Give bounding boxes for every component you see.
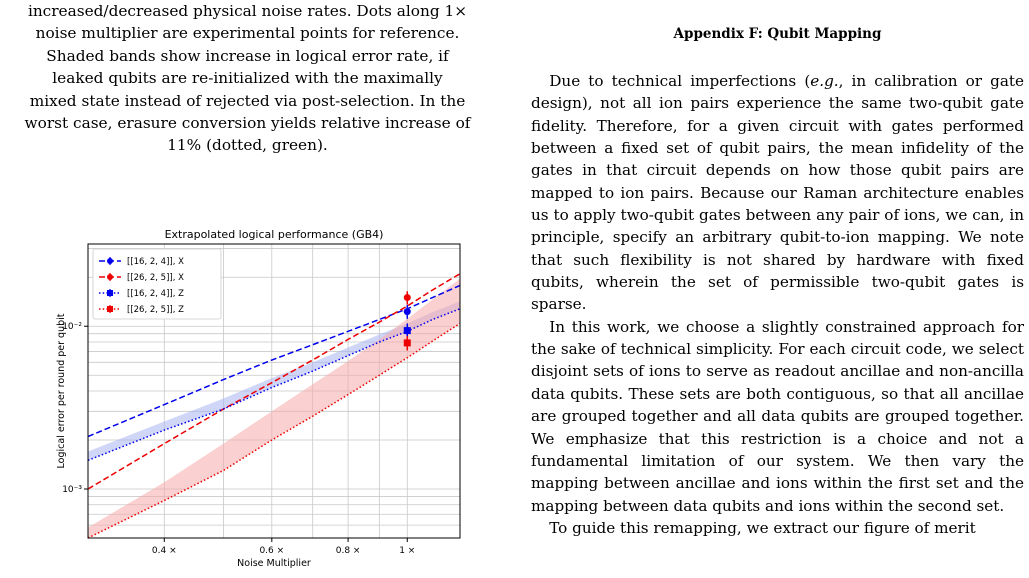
caption-line: noise multiplier are experimental points for reference. [35,24,460,43]
caption-line: increased/decreased physical noise rates. Dots along 1× [27,2,468,20]
caption-line: leaked qubits are re-initialized with the maximally [52,69,443,88]
x-tick-label: 1 × [399,546,416,556]
paragraph-1: Due to technical imperfections (e.g., in calibration or gate design), not all ion pairs experience the same two-qubit gate fidelity. Therefore, for a given circuit with gates performed between a fixed set of qubit pairs, the mean infidelity of the gates in that circuit depends on how those qubit pairs are mapped to ion pairs. Because our Raman architecture enables us to apply two-qubit gates between any pair of ions, we can, in principle, specify an arbitrary qubit-to-ion mapping. We note that such flexibility is not shared by hardware with fixed qubits, wherein the set of permissible two-qubit gates is sparse. [531,72,1024,314]
experimental-point [404,339,411,346]
left-column [0,0,495,157]
appendix-body [531,70,1024,539]
y-tick-label: 10⁻² [62,322,82,333]
legend-marker [107,258,113,264]
x-tick-label: 0.6 × [259,546,285,556]
legend-label: [[26, 2, 5]], X [127,273,184,283]
x-tick-label: 0.8 × [335,546,361,556]
y-axis-label: Logical error per round per qubit [56,313,67,469]
experimental-point [404,294,411,301]
legend-label: [[26, 2, 5]], Z [127,305,184,315]
chart-title: Extrapolated logical performance (GB4) [164,228,384,241]
legend-marker [107,274,113,280]
caption-line: mixed state instead of rejected via post-selection. In the [29,91,466,110]
legend-marker [107,306,113,312]
logical-performance-chart [0,218,480,578]
experimental-point [404,308,411,315]
figure-caption [0,0,495,157]
x-tick-label: 0.4 × [151,546,177,556]
y-tick-label: 10⁻³ [62,485,82,495]
caption-line: worst case, erasure conversion yields relative increase of [24,114,471,133]
legend-label: [[16, 2, 4]], Z [127,289,184,299]
paragraph-3: To guide this remapping, we extract our figure of merit [549,518,976,537]
legend [93,249,221,319]
paragraph-2: In this work, we choose a slightly constrained approach for the sake of technical simplicity. For each circuit code, we select disjoint sets of ions to serve as readout ancillae and non-ancilla data qubits. These sets are both contiguous, so that all ancillae are grouped together and all data qubits are grouped together. We emphasize that this restriction is a choice and not a fundamental limitation of our system. We then vary the mapping between ancillae and ions within the first set and the mapping between data qubits and ions within the second set. [531,317,1024,515]
legend-label: [[16, 2, 4]], X [127,257,184,267]
appendix-title: Appendix F: Qubit Mapping [673,26,882,42]
experimental-point [404,327,411,334]
eg-italic: e.g. [810,72,839,90]
caption-line: Shaded bands show increase in logical error rate, if [46,46,449,65]
caption-line: 11% (dotted, green). [167,136,328,155]
x-axis-label: Noise Multiplier [237,558,311,569]
legend-marker [107,290,113,296]
